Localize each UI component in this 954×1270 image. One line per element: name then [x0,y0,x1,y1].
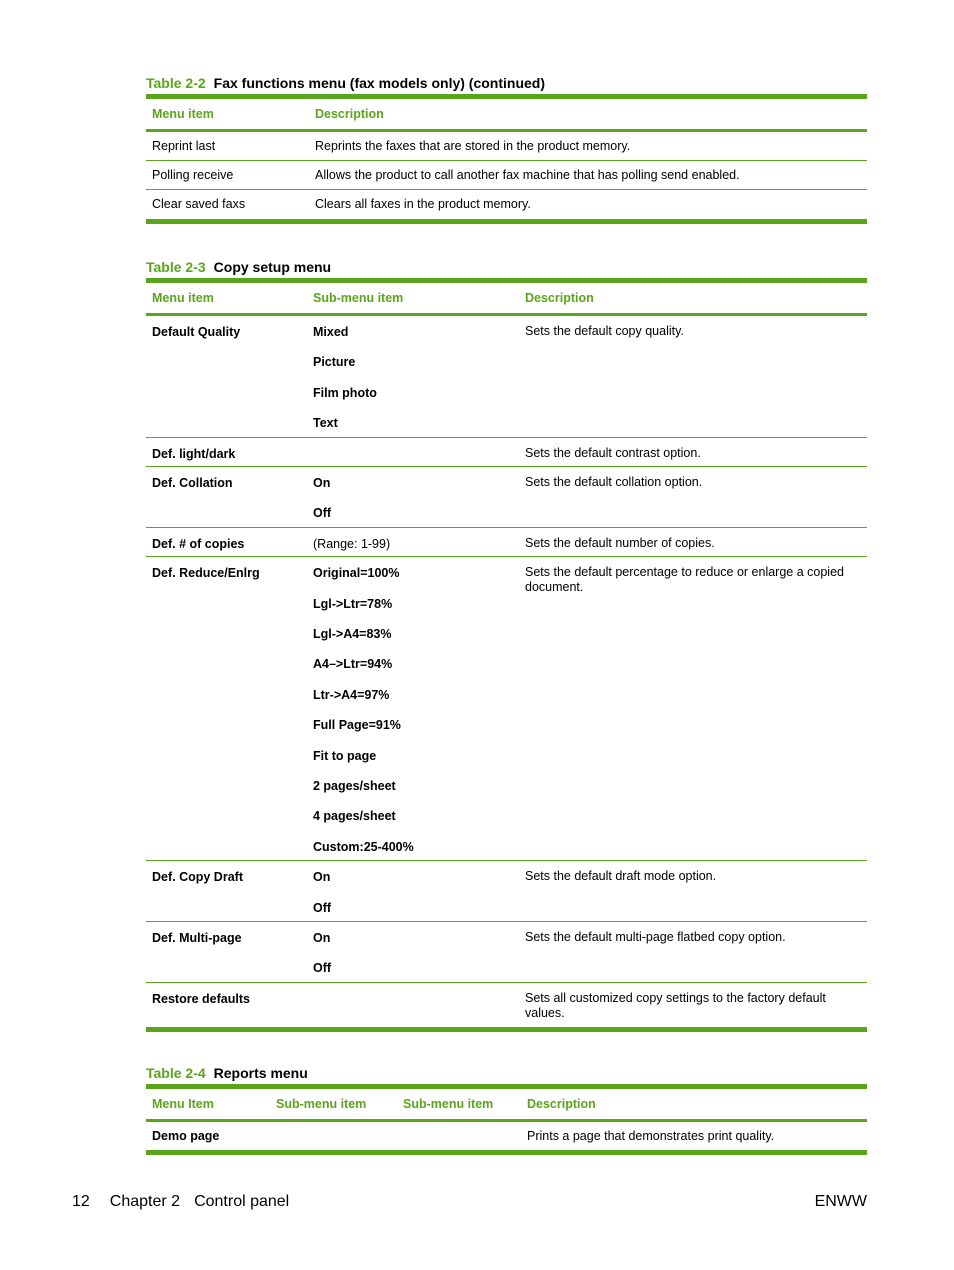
menu-item-cell: Clear saved faxs [152,197,246,211]
description-cell: Sets the default draft mode option. [525,869,717,884]
description-cell: Sets the default contrast option. [525,445,701,460]
sub-menu-option: 4 pages/sheet [313,809,396,824]
header-description: Description [315,107,384,121]
menu-item-cell: Def. Copy Draft [152,870,243,885]
sub-menu-cell [307,565,519,869]
menu-item-cell: Demo page [152,1129,220,1143]
edition-label: ENWW [814,1193,867,1210]
sub-menu-option: Original=100% [313,566,400,581]
table-row [146,316,867,438]
sub-menu-option: Lgl->Ltr=78% [313,596,393,611]
chapter-label: Chapter 2 [109,1193,181,1210]
sub-menu-range: (Range: 1-99) [313,536,391,551]
description-cell: Sets the default collation option. [525,474,703,489]
header-sub-menu-item-1: Sub-menu item [276,1097,367,1111]
table-header-row [146,283,867,313]
table-row [146,922,867,983]
table-body [146,132,867,219]
bottom-rule [146,1150,867,1155]
menu-item-cell: Default Quality [152,325,241,339]
table-number: Table 2-2 [146,75,206,91]
table-row [146,557,867,861]
header-menu-item: Menu item [152,291,214,305]
table-title: Copy setup menu [213,259,332,275]
sub-menu-cell [307,475,519,536]
description-cell: Sets the default number of copies. [525,535,715,550]
table-title: Fax functions menu (fax models only) (continued) [213,75,546,91]
table-2-4 [146,1064,867,1155]
page-footer-left [72,1192,289,1212]
sub-menu-option: Off [313,900,332,915]
table-header-row [146,99,867,129]
page-number: 12 [72,1193,90,1210]
sub-menu-cell [307,869,519,930]
menu-item-cell: Polling receive [152,168,234,182]
sub-menu-option: Off [313,961,332,976]
description-cell: Prints a page that demonstrates print quality. [527,1129,775,1143]
header-description: Description [525,291,594,305]
table-row [146,1122,867,1150]
sub-menu-cell [307,324,519,446]
description-cell: Sets the default multi-page flatbed copy option. [525,929,786,944]
header-menu-item: Menu Item [152,1097,214,1111]
table-body [146,316,867,1027]
sub-menu-option: Film photo [313,385,377,400]
menu-item-cell: Def. light/dark [152,446,236,461]
header-menu-item: Menu item [152,107,214,121]
bottom-rule [146,1027,867,1032]
menu-item-cell: Def. # of copies [152,536,245,551]
table-number: Table 2-3 [146,259,206,275]
sub-menu-option: Lgl->A4=83% [313,626,392,641]
description-cell: Reprints the faxes that are stored in the product memory. [315,139,631,153]
sub-menu-option: Fit to page [313,748,377,763]
header-sub-menu-item: Sub-menu item [313,291,404,305]
sub-menu-option: Off [313,506,332,521]
table-caption [146,74,867,94]
chapter-title: Control panel [194,1193,290,1210]
table-number: Table 2-4 [146,1065,206,1081]
sub-menu-option: Mixed [313,325,349,339]
menu-item-cell: Def. Collation [152,475,233,490]
sub-menu-option: On [313,870,331,885]
menu-item-cell: Restore defaults [152,991,250,1006]
table-2-2 [146,74,867,224]
menu-item-cell: Def. Reduce/Enlrg [152,566,260,581]
sub-menu-cell [307,536,519,552]
table-row [146,161,867,190]
description-cell: Sets the default copy quality. [525,324,684,338]
table-header-row [146,1089,867,1119]
description-cell: Clears all faxes in the product memory. [315,197,531,211]
description-cell: Sets the default percentage to reduce or enlarge a copied document. [525,565,844,595]
table-row [146,132,867,161]
table-body [146,1122,867,1150]
description-cell: Allows the product to call another fax machine that has polling send enabled. [315,168,740,182]
sub-menu-option: A4–>Ltr=94% [313,657,393,672]
sub-menu-cell [307,930,519,991]
table-row [146,861,867,922]
description-cell: Sets all customized copy settings to the factory default values. [525,990,826,1020]
table-caption [146,1064,867,1084]
header-sub-menu-item-2: Sub-menu item [403,1097,494,1111]
table-title: Reports menu [213,1065,308,1081]
sub-menu-option: On [313,930,331,945]
sub-menu-option: Full Page=91% [313,718,401,733]
menu-item-cell: Reprint last [152,139,216,153]
sub-menu-option: Picture [313,355,356,370]
page-footer-right [815,1192,867,1212]
sub-menu-option: Ltr->A4=97% [313,687,390,702]
bottom-rule [146,219,867,224]
table-row [146,467,867,528]
sub-menu-option: Text [313,416,338,431]
table-caption [146,258,867,278]
sub-menu-option: 2 pages/sheet [313,778,396,793]
sub-menu-option: Custom:25-400% [313,839,414,854]
table-2-3 [146,258,867,1032]
table-row [146,190,867,219]
header-description: Description [527,1097,596,1111]
sub-menu-option: On [313,475,331,490]
menu-item-cell: Def. Multi-page [152,930,242,945]
